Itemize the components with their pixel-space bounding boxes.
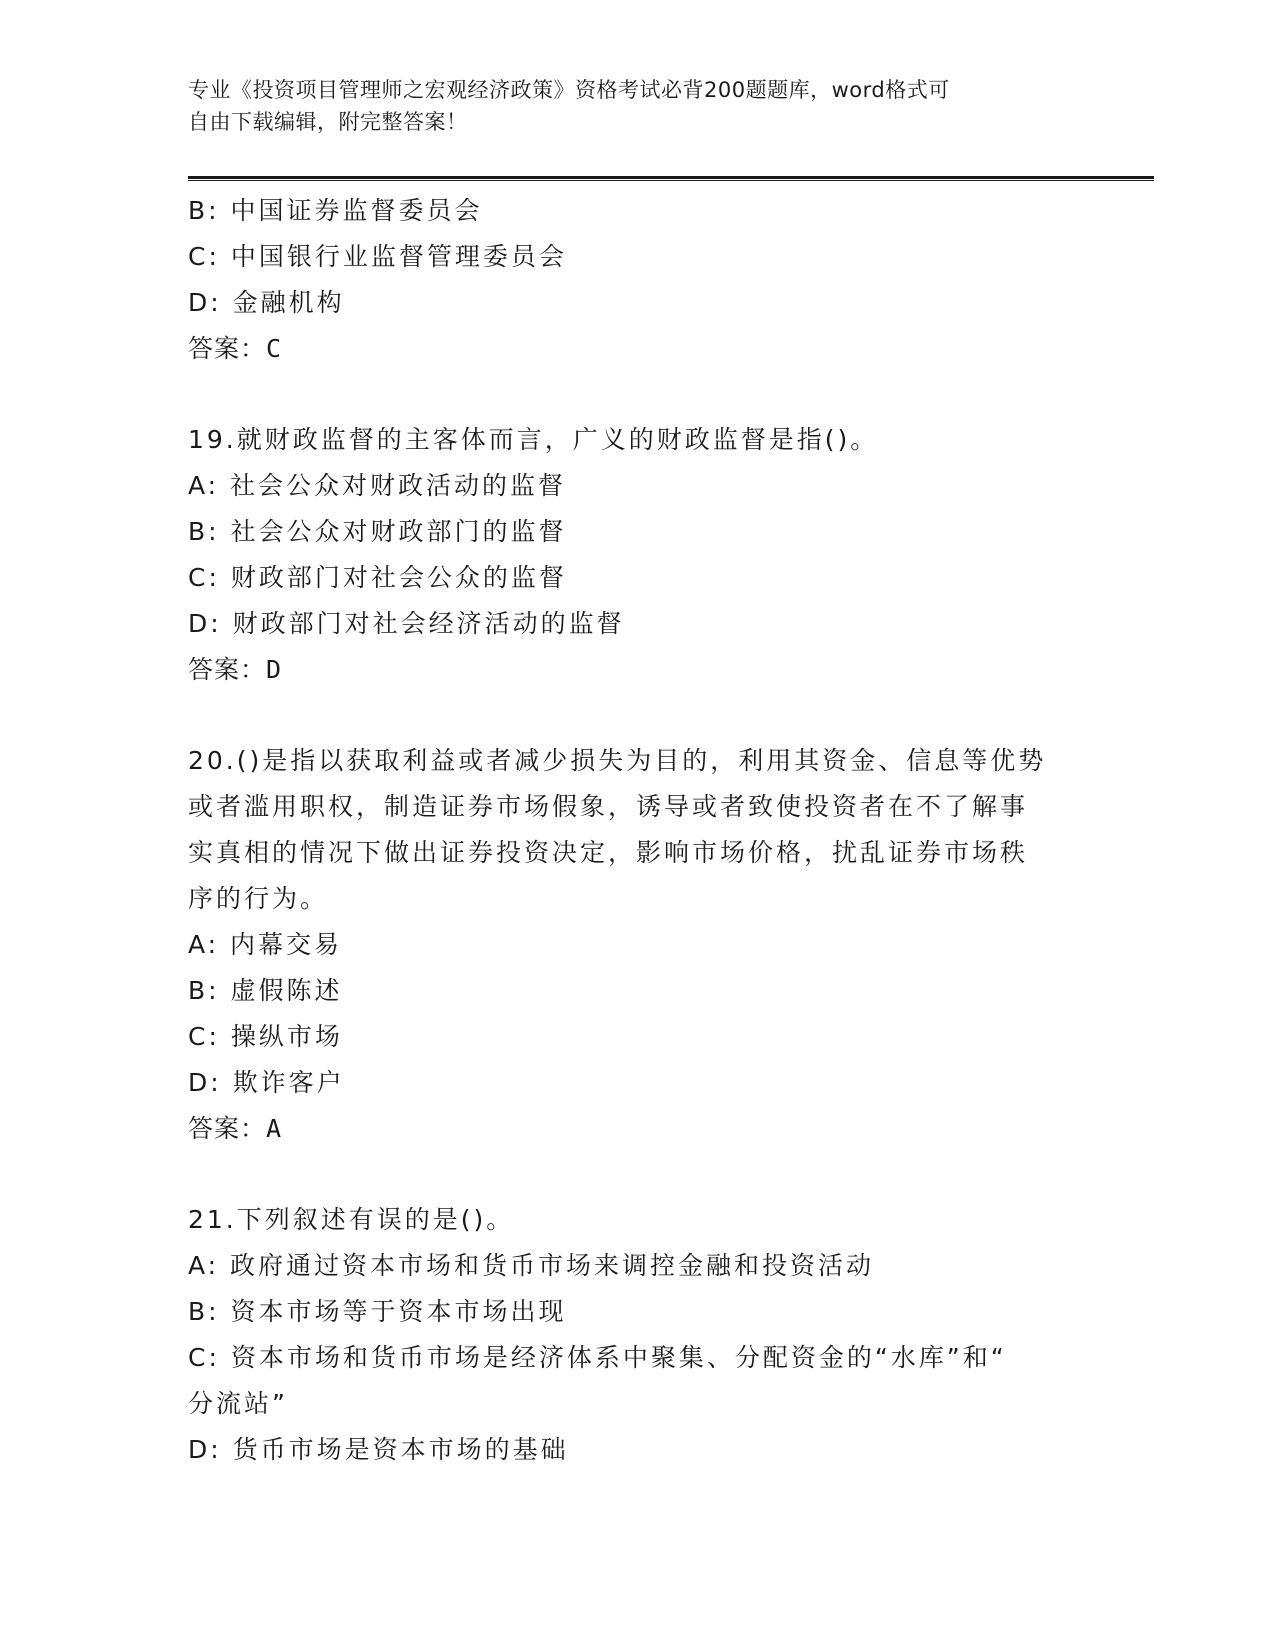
q21-option-b: B: 资本市场等于资本市场出现 [188,1297,567,1326]
q20-stem-line-2: 或者滥用职权，制造证券市场假象，诱导或者致使投资者在不了解事 [188,792,1029,821]
question-20 [188,738,1068,1152]
document-header [188,74,1068,138]
q21-option-a: A: 政府通过资本市场和货币市场来调控金融和投资活动 [188,1251,875,1280]
question-content [188,188,1068,1473]
answer-label: 答案： [188,334,267,363]
header-line-2: 自由下载编辑，附完整答案！ [188,110,468,134]
answer-label: 答案： [188,655,267,684]
q21-option-c-line-1: C: 资本市场和货币市场是经济体系中聚集、分配资金的“水库”和“ [188,1343,1007,1372]
q20-stem-line-1: 20.()是指以获取利益或者减少损失为目的，利用其资金、信息等优势 [188,746,1047,775]
q20-stem-line-3: 实真相的情况下做出证券投资决定，影响市场价格，扰乱证券市场秩 [188,838,1029,867]
q18-answer [188,326,1068,372]
header-line-1: 专业《投资项目管理师之宏观经济政策》资格考试必背200题题库，word格式可 [188,78,950,102]
q21-option-c-line-2: 分流站” [188,1389,288,1418]
q20-option-b: B: 虚假陈述 [188,976,343,1005]
q19-option-a: A: 社会公众对财政活动的监督 [188,471,567,500]
q20-option-d: D: 欺诈客户 [188,1068,345,1097]
q20-answer [188,1106,1068,1152]
q18-option-b: B: 中国证券监督委员会 [188,196,483,225]
q20-answer-value: A [266,1114,283,1143]
header-divider [188,176,1154,181]
question-21 [188,1197,1068,1473]
q20-option-c: C: 操纵市场 [188,1022,343,1051]
question-18 [188,188,1068,372]
q18-option-c: C: 中国银行业监督管理委员会 [188,242,567,271]
q19-answer-value: D [266,655,283,684]
q18-answer-value: C [266,334,283,363]
q19-option-b: B: 社会公众对财政部门的监督 [188,517,567,546]
q20-option-a: A: 内幕交易 [188,930,343,959]
q20-stem-line-4: 序的行为。 [188,884,329,913]
question-19 [188,417,1068,693]
q19-option-d: D: 财政部门对社会经济活动的监督 [188,609,625,638]
q19-stem: 19.就财政监督的主客体而言，广义的财政监督是指()。 [188,425,879,454]
q18-option-d: D: 金融机构 [188,288,345,317]
answer-label: 答案： [188,1114,267,1143]
q19-option-c: C: 财政部门对社会公众的监督 [188,563,567,592]
q19-answer [188,647,1068,693]
q21-option-d: D: 货币市场是资本市场的基础 [188,1435,569,1464]
q21-stem: 21.下列叙述有误的是()。 [188,1205,515,1234]
